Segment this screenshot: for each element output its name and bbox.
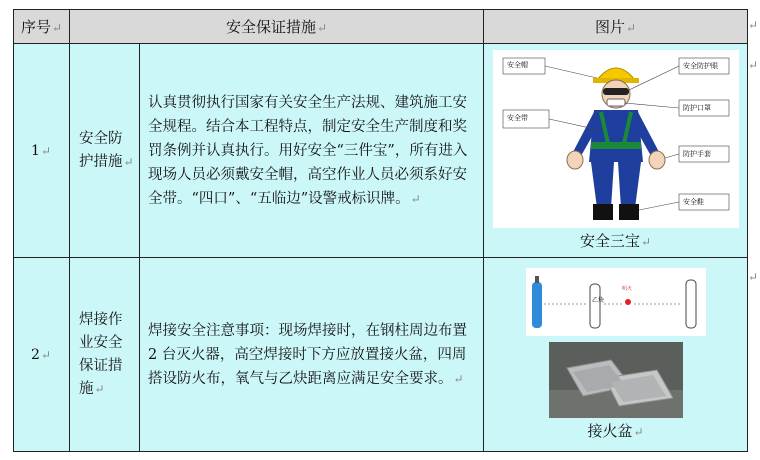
paragraph-mark-icon: ↵ [410,191,421,206]
paragraph-mark-icon: ↵ [640,235,652,249]
label-fire: 明火 [621,286,632,292]
label-helmet: 安全帽 [506,61,528,69]
paragraph-mark-icon: ↵ [40,143,51,158]
paragraph-mark-icon: ↵ [94,381,105,396]
paragraph-mark-icon: ↵ [747,18,758,32]
label-shoes: 安全鞋 [682,198,704,206]
safety-measures-table [13,9,748,452]
paragraph-mark-icon: ↵ [123,154,134,169]
row-category: 安全防护措施↵ [70,44,140,258]
table-row [14,258,748,452]
label-acetylene: 乙炔 [591,297,604,304]
label-harness: 安全带 [506,114,528,122]
label-goggles: 安全防护眼 [682,62,718,70]
paragraph-mark-icon: ↵ [625,21,637,35]
row-category: 焊接作业安全保证措施↵ [70,258,140,452]
row-number: 1↵ [14,44,70,258]
label-mask: 防护口罩 [682,104,711,112]
paragraph-mark-icon: ↵ [316,21,328,35]
gas-cylinder-diagram [526,268,706,336]
paragraph-mark-icon: ↵ [633,425,644,439]
header-measure: 安全保证措施↵ [70,10,484,44]
label-gloves: 防护手套 [682,150,711,158]
paragraph-mark-icon: ↵ [40,347,51,362]
paragraph-mark-icon: ↵ [51,21,63,35]
row-picture [484,258,748,452]
safety-worker-figure [493,50,739,228]
table-row [14,44,748,258]
picture-caption: 接火盆↵ [587,422,644,440]
paragraph-mark-icon: ↵ [747,270,758,284]
row-picture [484,44,748,258]
paragraph-mark-icon: ↵ [453,371,464,386]
row-number: 2↵ [14,258,70,452]
header-no: 序号↵ [14,10,70,44]
picture-caption: 安全三宝↵ [579,232,652,250]
table-header-row [14,10,748,44]
row-description: 焊接安全注意事项：现场焊接时，在钢柱周边布置 2 台灭火器，高空焊接时下方应放置接火盆，四周搭设防火布，氧气与乙炔距离应满足安全要求。↵ [140,258,484,452]
fire-basin-photo [549,342,683,418]
row-description: 认真贯彻执行国家有关安全生产法规、建筑施工安全规程。结合本工程特点，制定安全生产制度和奖罚条例并认真执行。用好安全“三件宝”，所有进入现场人员必须戴安全帽，高空作业人员必须系好安全带。“四口”、“五临边”设警戒标识牌。↵ [140,44,484,258]
paragraph-mark-icon: ↵ [747,58,758,72]
header-picture: 图片↵ [484,10,748,44]
